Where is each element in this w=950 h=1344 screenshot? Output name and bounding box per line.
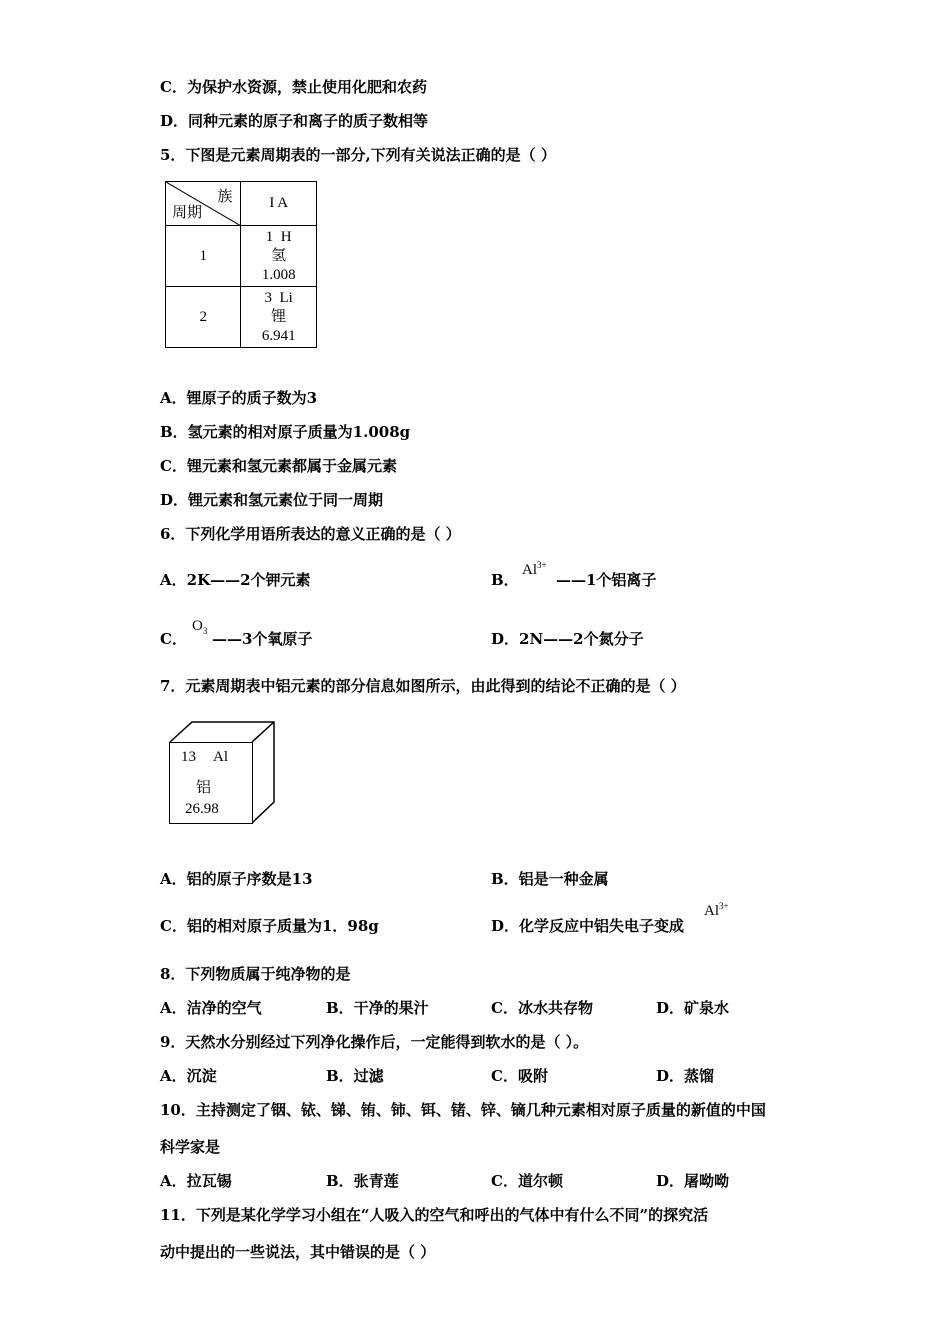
table-row [166,226,317,287]
atomic-number: 1 [265,228,274,245]
atomic-mass: 6.941 [261,327,296,344]
element-box-front [169,742,253,824]
al-name: 铝 [196,780,212,796]
q5-option-d: D．锂元素和氢元素位于同一周期 [160,491,384,509]
q5-option-a: A．锂原子的质子数为3 [160,389,318,407]
q6-option-c-text: ——3个氧原子 [212,630,313,648]
q8-option-c: C．冰水共存物 [491,999,593,1017]
q9-stem: 9．天然水分别经过下列净化操作后，一定能得到软水的是（ ）。 [160,1033,589,1051]
table-row [166,287,317,348]
q10-stem-line2: 科学家是 [160,1138,221,1156]
q11-stem-line2: 动中提出的一些说法，其中错误的是（ ） [160,1243,436,1261]
al-charge: 3+ [537,560,547,570]
q6-stem: 6．下列化学用语所表达的意义正确的是（ ） [160,525,461,543]
q10-stem-line1: 10．主持测定了铟、铱、锑、铕、铈、铒、锗、锌、镝几种元素相对原子质量的新值的中国 [160,1101,766,1119]
q7-option-d: D．化学反应中铝失电子变成 [491,917,685,935]
table-header-diagonal [166,182,241,226]
period-cell: 2 [166,287,241,348]
q10-option-a: A．拉瓦锡 [160,1172,232,1190]
q8-option-a: A．洁净的空气 [160,999,262,1017]
period-cell: 1 [166,226,241,287]
q10-option-b: B．张青莲 [326,1172,399,1190]
q10-option-c: C．道尔顿 [491,1172,563,1190]
q7-option-b: B．铝是一种金属 [491,870,609,888]
element-symbol: H [280,228,292,245]
q8-option-d: D．矿泉水 [656,999,730,1017]
atomic-mass: 1.008 [261,266,296,283]
q7-stem: 7．元素周期表中铝元素的部分信息如图所示，由此得到的结论不正确的是（ ） [160,677,686,695]
al-symbol: Al [704,903,719,919]
q4-option-c: C．为保护水资源，禁止使用化肥和农药 [160,78,427,96]
q6-option-d: D．2N——2个氮分子 [491,630,644,648]
o-symbol: O [192,618,203,634]
q4-option-d: D．同种元素的原子和离子的质子数相等 [160,112,429,130]
q6-option-a: A．2K——2个钾元素 [160,571,311,589]
q11-stem-line1: 11．下列是某化学学习小组在“人吸入的空气和呼出的气体中有什么不同”的探究活 [160,1206,709,1224]
header-group-label: 族 [217,189,233,205]
element-name: 锂 [271,308,287,325]
element-name: 氢 [271,247,287,264]
q5-option-b: B．氢元素的相对原子质量为1.008g [160,423,411,441]
q5-stem: 5．下图是元素周期表的一部分,下列有关说法正确的是（ ） [160,146,556,164]
q9-option-a: A．沉淀 [160,1067,217,1085]
periodic-table-fragment [165,181,317,348]
element-cell-h [241,226,317,287]
header-period-label: 周期 [172,205,203,221]
q9-option-c: C．吸附 [491,1067,548,1085]
q7-option-c: C．铝的相对原子质量为1．98g [160,917,379,935]
q5-option-c: C．锂元素和氢元素都属于金属元素 [160,457,397,475]
al-ion-formula [522,560,547,579]
q9-option-d: D．蒸馏 [656,1067,715,1085]
q10-option-d: D．屠呦呦 [656,1172,730,1190]
element-cell-li [241,287,317,348]
al-symbol-box: Al [213,749,228,765]
element-symbol: Li [279,289,293,306]
atomic-number: 3 [264,289,273,306]
al-ion-formula-2 [704,901,729,920]
o3-formula [192,618,207,636]
q6-option-c-prefix: C． [160,630,187,648]
q8-option-b: B．干净的果汁 [326,999,429,1017]
al-symbol: Al [522,562,537,578]
al-number: 13 [181,749,196,765]
o-subscript: 3 [202,626,208,636]
al-charge: 3+ [719,901,729,911]
q9-option-b: B．过滤 [326,1067,384,1085]
q7-option-a: A．铝的原子序数是13 [160,870,313,888]
header-ia: I A [241,182,317,226]
al-mass: 26.98 [185,801,219,817]
q8-stem: 8．下列物质属于纯净物的是 [160,965,351,983]
q6-option-b-prefix: B． [491,571,519,589]
q6-option-b-text: ——1个铝离子 [556,571,657,589]
